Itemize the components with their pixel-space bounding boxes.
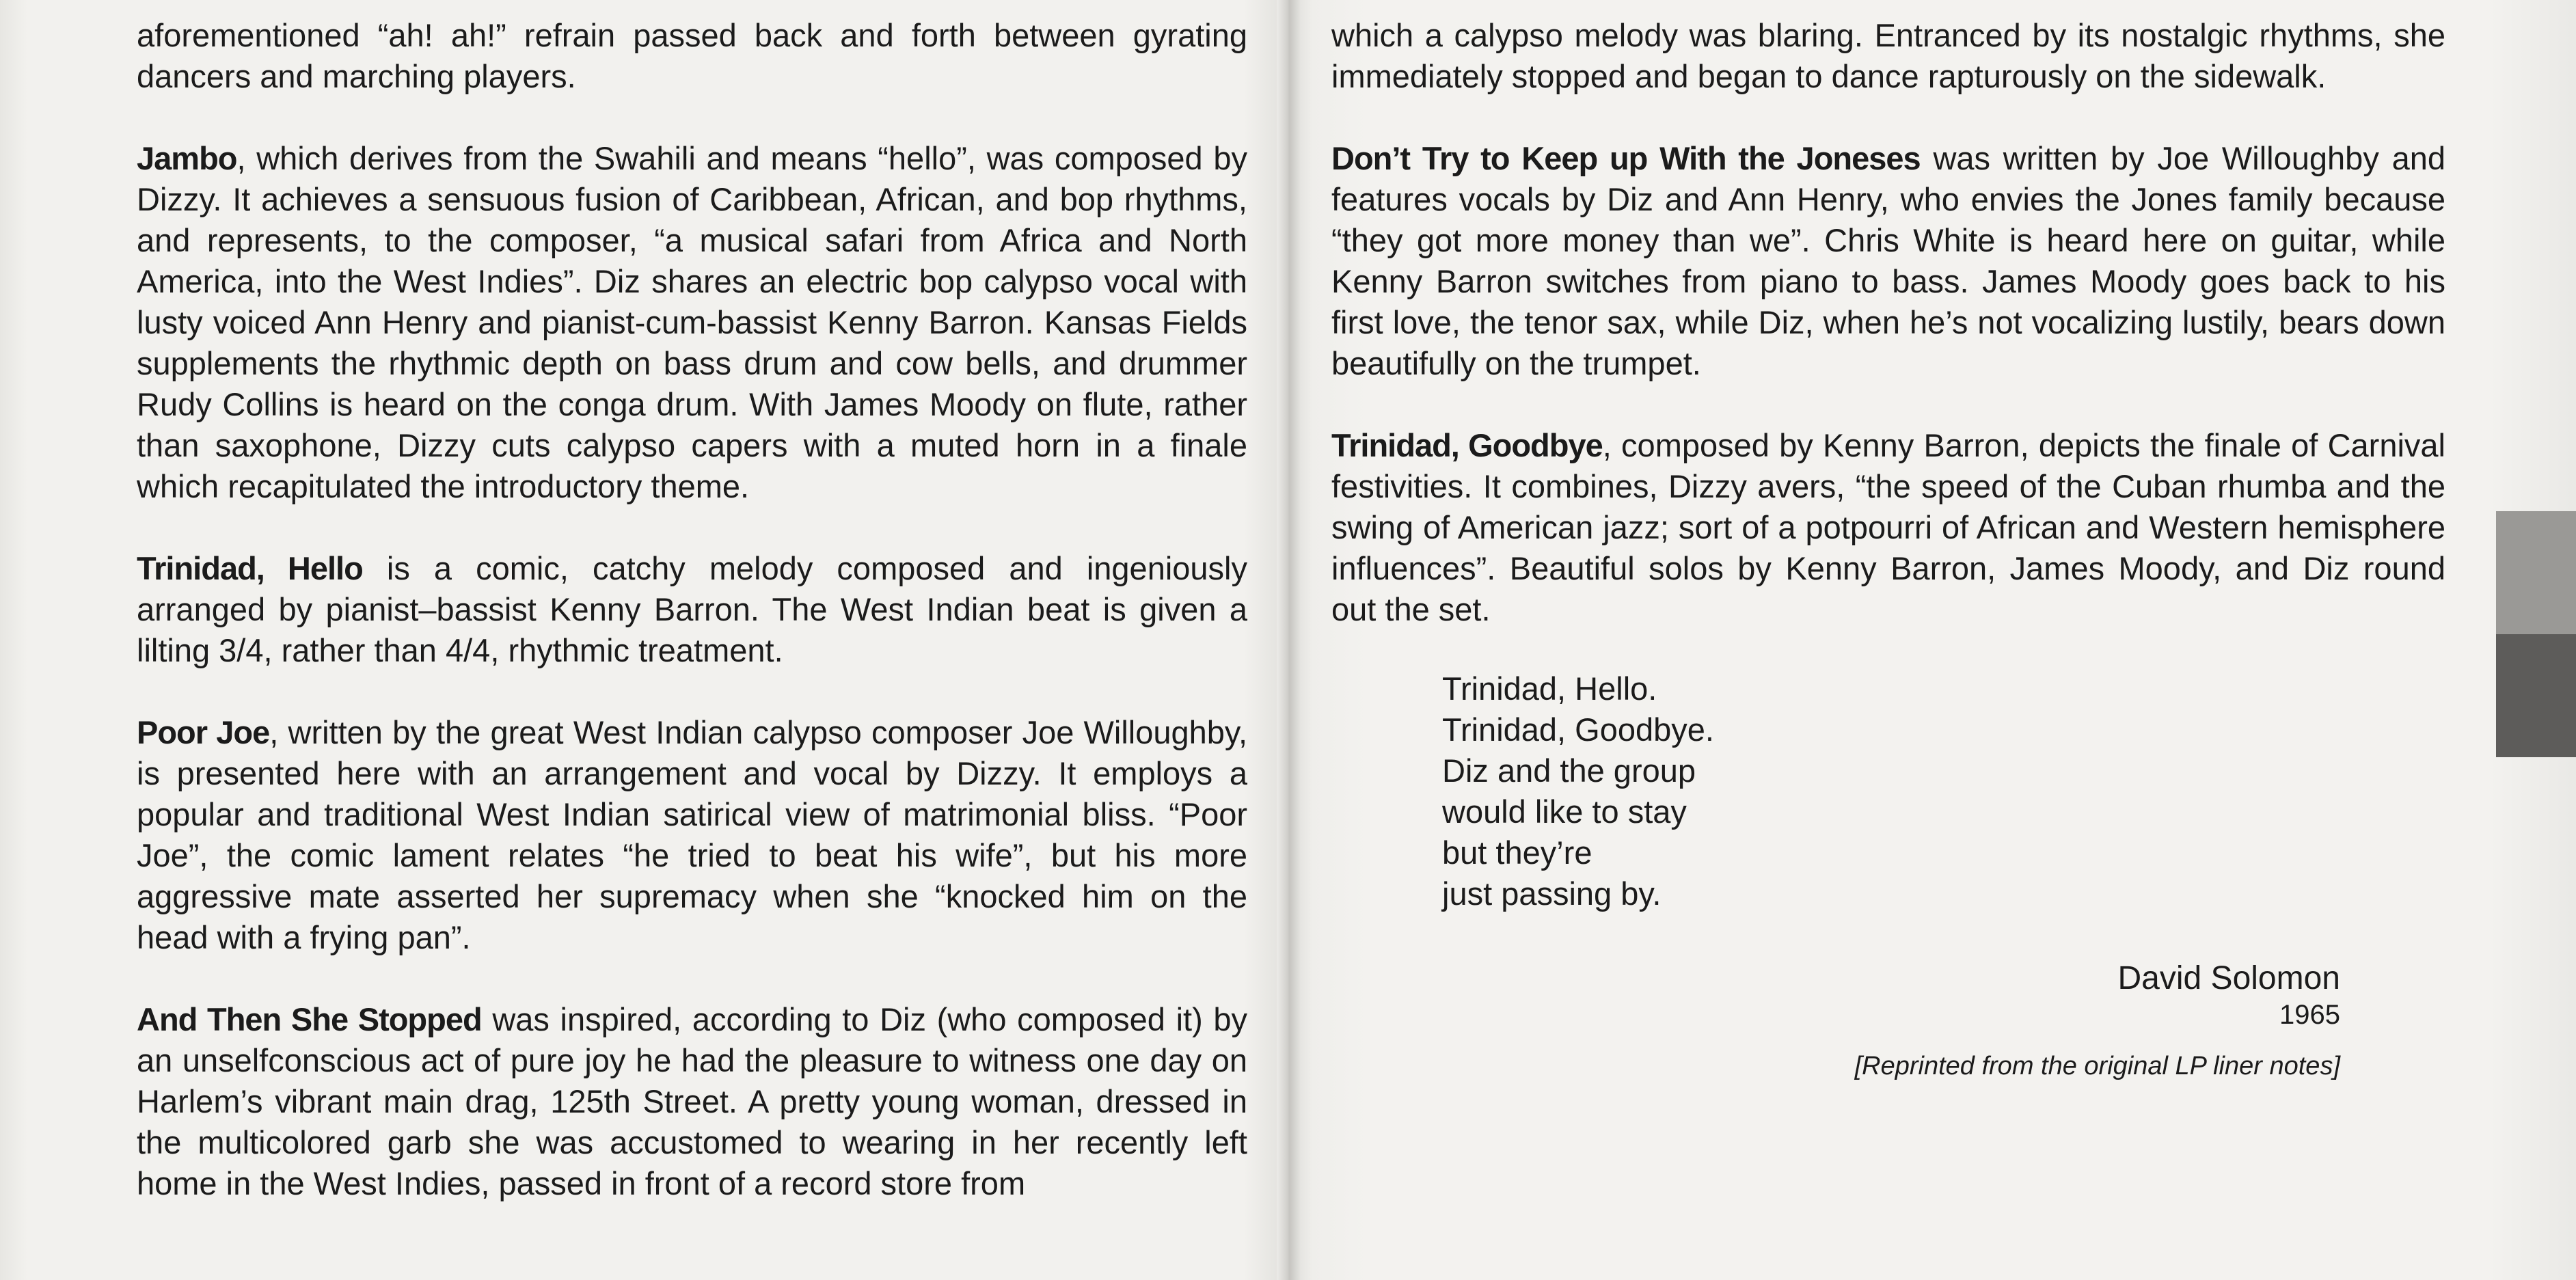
paragraph-and-then-she-stopped [137, 999, 1247, 1204]
paragraph-text: was written by Joe Willoughby and features vocals by Diz and Ann Henry, who envies the Jones family because “they got more money than we”. Chris White is heard here on guitar, while Kenny Barron switches from piano to bass. James Moody goes back to his first love, the tenor sax, while Diz, when he’s not vocalizing lustily, bears down beautifully on the trumpet. [1331, 140, 2445, 381]
lyrics-verse [1442, 668, 1714, 914]
song-title: Don’t Try to Keep up With the Joneses [1331, 140, 1921, 176]
song-title: Poor Joe [137, 714, 270, 750]
paragraph-joneses [1331, 138, 2445, 384]
author-name: David Solomon [2117, 960, 2340, 996]
paragraph-text: is a comic, catchy melody composed and ingeniously arranged by pianist–bassist Kenny Barron. The West Indian beat is given a lilting 3/4, rather than 4/4, rhythmic treatment. [137, 550, 1247, 668]
booklet-spine [1277, 0, 1300, 1280]
song-title: Trinidad, Hello [137, 550, 363, 586]
author-year: 1965 [2279, 1000, 2340, 1030]
lyric-line: but they’re [1442, 834, 1592, 871]
paragraph-poor-joe [137, 712, 1247, 958]
lyric-line: just passing by. [1442, 875, 1662, 912]
paragraph-trinidad-goodbye [1331, 425, 2445, 630]
lyric-line: Trinidad, Hello. [1442, 670, 1657, 707]
song-title: And Then She Stopped [137, 1001, 482, 1037]
lyric-line: Diz and the group [1442, 752, 1696, 789]
lyric-line: Trinidad, Goodbye. [1442, 711, 1714, 748]
paragraph-text: , which derives from the Swahili and means “hello”, was composed by Dizzy. It achieves a sensuous fusion of Caribbean, African, and bop rhythms, and represents, to the composer, “a musical safari from Africa and North America, into the West Indies”. Diz shares an electric bop calypso vocal with lusty voiced Ann Henry and pianist-cum-bassist Kenny Barron. Kansas Fields supplements the rhythmic depth on bass drum and cow bells, and drummer Rudy Collins is heard on the conga drum. With James Moody on flute, rather than saxophone, Dizzy cuts calypso capers with a muted horn in a finale which recapitulated the introductory theme. [137, 140, 1247, 504]
paragraph [137, 15, 1247, 97]
paragraph-jambo [137, 138, 1247, 507]
paragraph-text: which a calypso melody was blaring. Entranced by its nostalgic rhythms, she immediately stopped and began to dance rapturously on the sidewalk. [1331, 17, 2445, 94]
song-title: Jambo [137, 140, 237, 176]
reprint-note: [Reprinted from the original LP liner notes] [1854, 1052, 2340, 1080]
paragraph [1331, 15, 2445, 97]
edge-tab-dark [2496, 634, 2576, 757]
right-text-column [1331, 15, 2445, 671]
edge-tab-light [2496, 511, 2576, 634]
paragraph-text: , composed by Kenny Barron, depicts the finale of Carnival festivities. It combines, Dizzy avers, “the speed of the Cuban rhumba and the swing of American jazz; sort of a potpourri of African and Western hemisphere influences”. Beautiful solos by Kenny Barron, James Moody, and Diz round out the set. [1331, 427, 2445, 627]
paragraph-text: aforementioned “ah! ah!” refrain passed back and forth between gyrating dancers and marching players. [137, 17, 1247, 94]
paragraph-trinidad-hello [137, 548, 1247, 671]
paragraph-text: was inspired, according to Diz (who composed it) by an unselfconscious act of pure joy he had the pleasure to witness one day on Harlem’s vibrant main drag, 125th Street. A pretty young woman, dressed in the multicolored garb she was accustomed to wearing in her recently left home in the West Indies, passed in front of a record store from [137, 1001, 1247, 1201]
song-title: Trinidad, Goodbye [1331, 427, 1603, 463]
left-text-column [137, 15, 1247, 1245]
lyric-line: would like to stay [1442, 793, 1687, 830]
paragraph-text: , written by the great West Indian calypso composer Joe Willoughby, is presented here with an arrangement and vocal by Dizzy. It employs a popular and traditional West Indian satirical view of matrimonial bliss. “Poor Joe”, the comic lament relates “he tried to beat his wife”, but his more aggressive mate asserted her supremacy when she “knocked him on the head with a frying pan”. [137, 714, 1247, 955]
